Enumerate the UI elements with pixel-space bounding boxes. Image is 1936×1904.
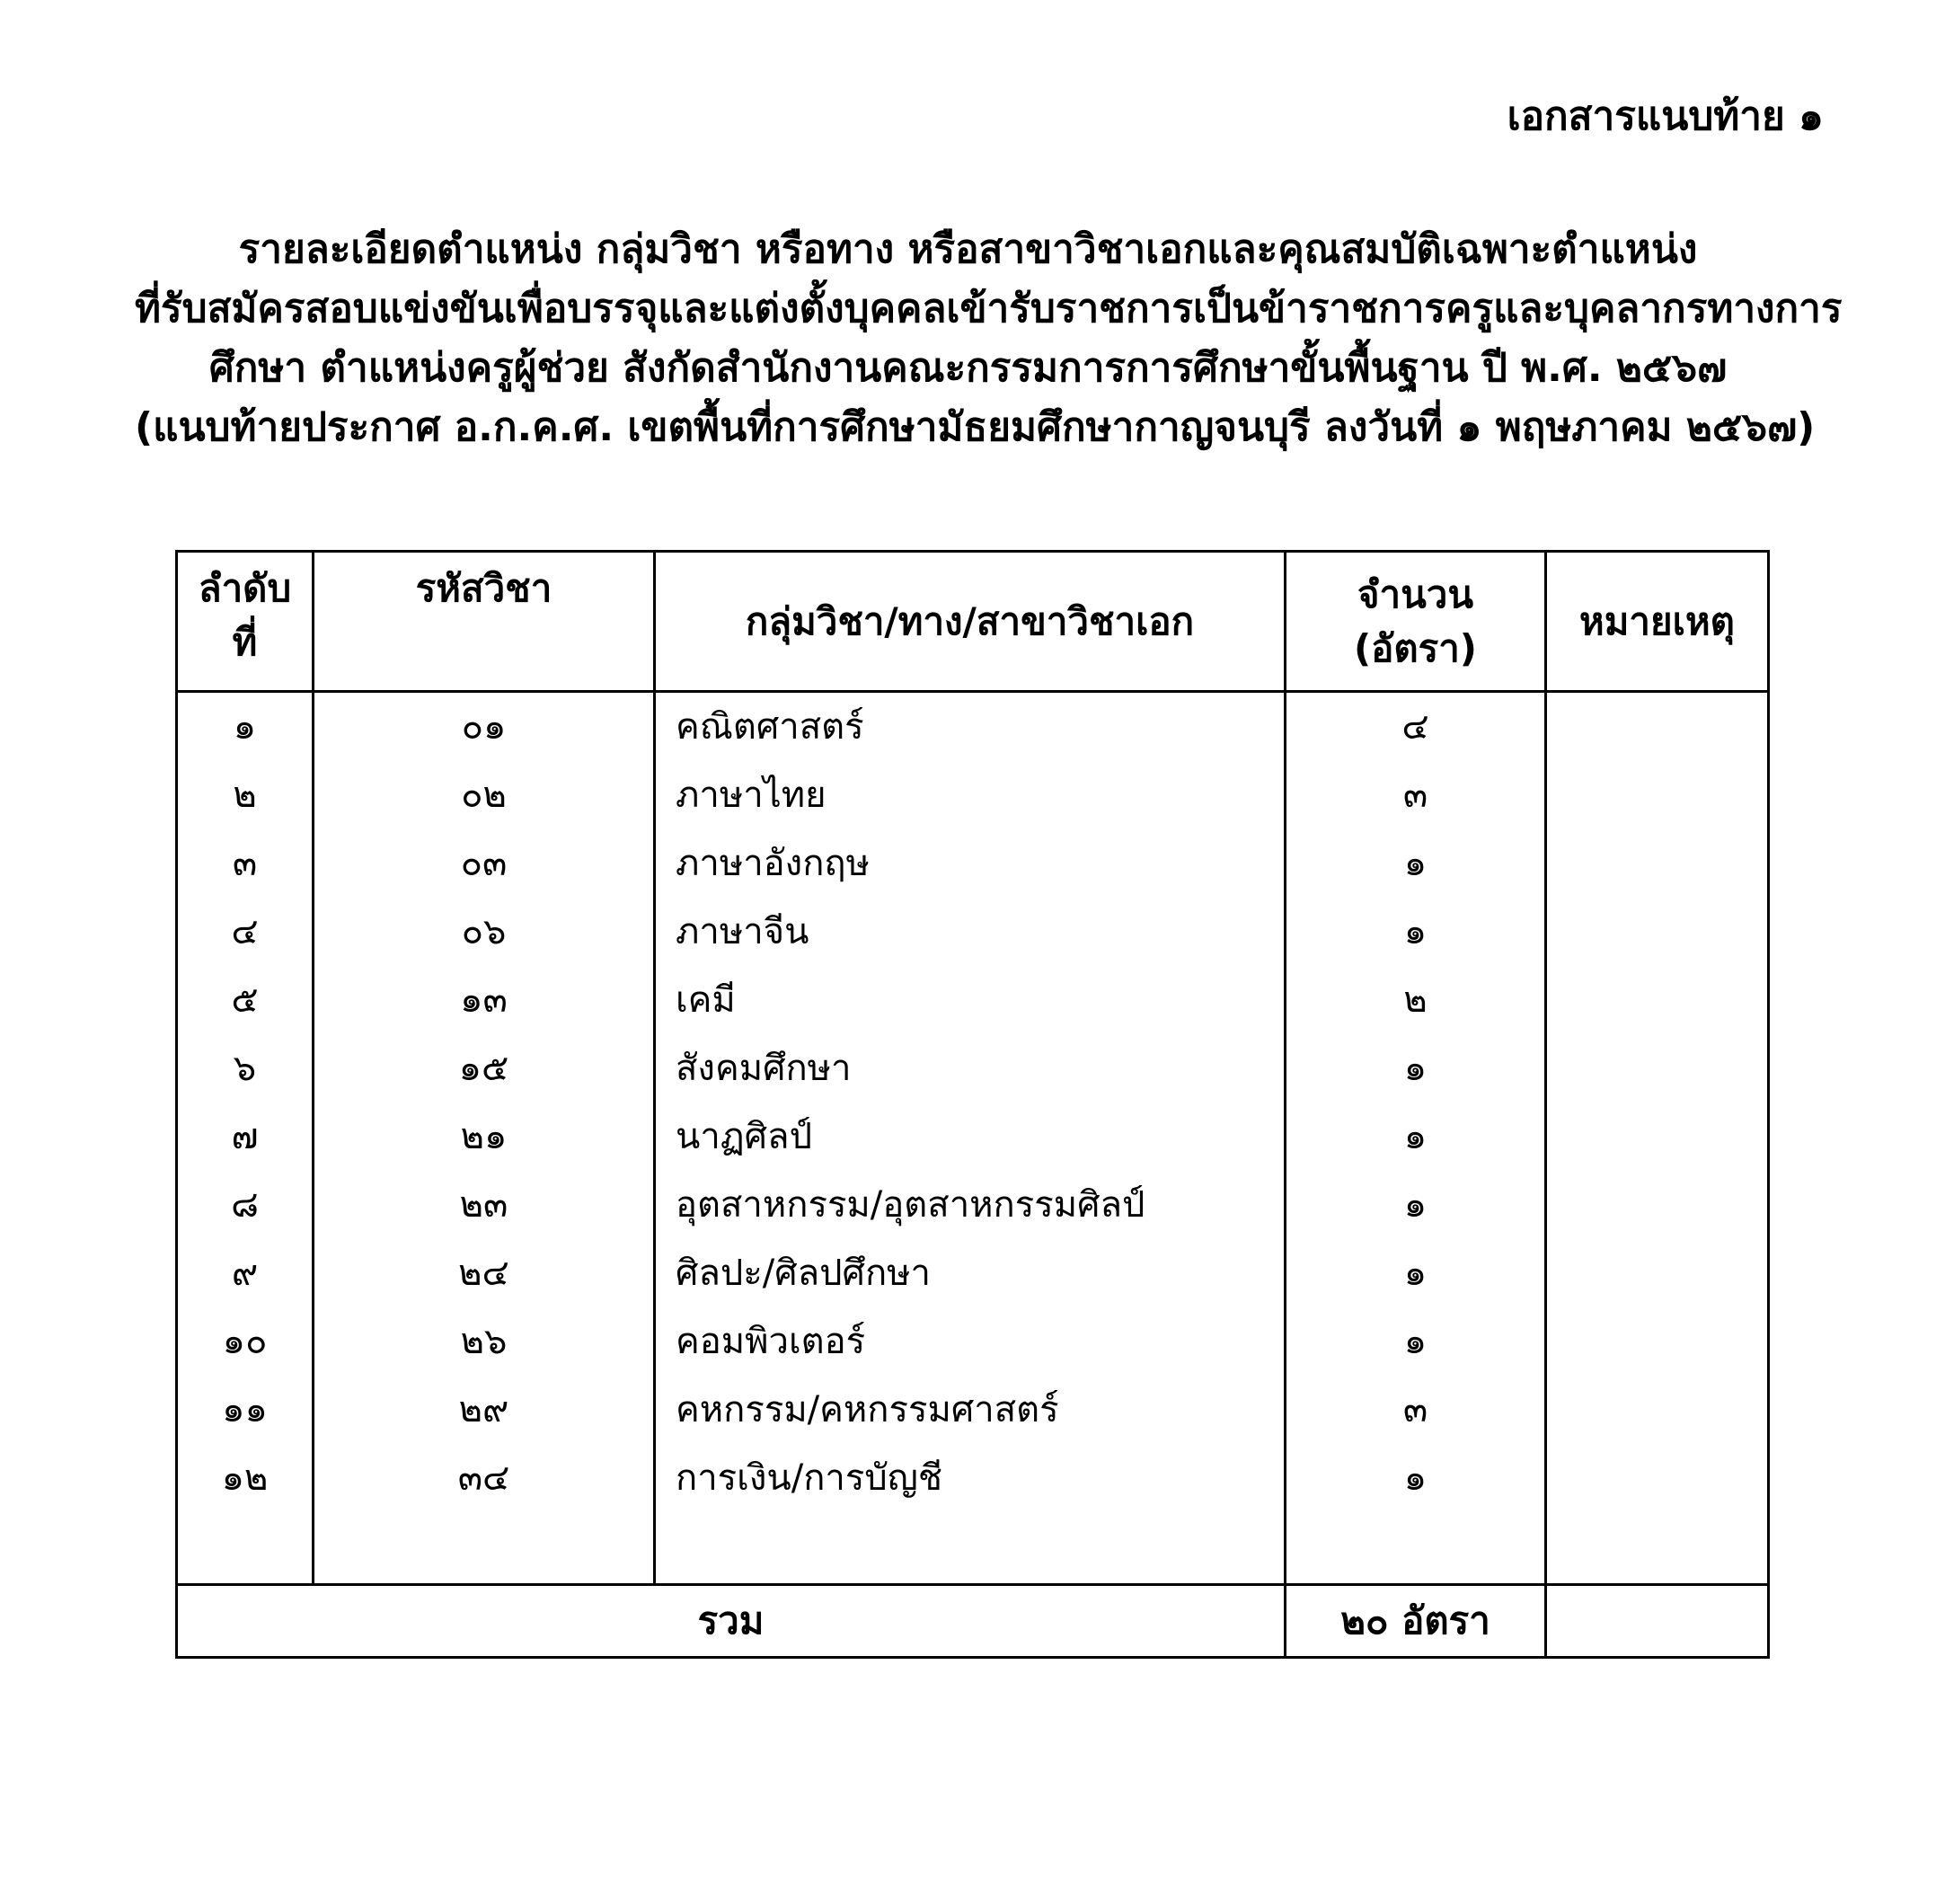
table-header-row: [177, 552, 1769, 692]
cell-code: ๐๒: [314, 761, 655, 829]
title-line-4: (แนบท้ายประกาศ อ.ก.ค.ศ. เขตพื้นที่การศึกษามัธยมศึกษากาญจนบุรี ลงวันที่ ๑ พฤษภาคม ๒๕๖๗): [135, 404, 1816, 450]
cell-order: ๑๐: [177, 1307, 314, 1376]
table-row: [177, 829, 1769, 898]
cell-order: ๓: [177, 829, 314, 898]
cell-remark: [1546, 1307, 1769, 1376]
spacer-cell: [1286, 1512, 1546, 1584]
title-line-3: ศึกษา ตำแหน่งครูผู้ช่วย สังกัดสำนักงานคณะกรรมการการศึกษาขั้นพื้นฐาน ปี พ.ศ. ๒๕๖๗: [208, 345, 1728, 391]
header-count: [1286, 552, 1546, 692]
cell-count: ๑: [1286, 898, 1546, 966]
cell-code: ๒๔: [314, 1239, 655, 1307]
header-code: [314, 552, 655, 692]
table-row: [177, 1171, 1769, 1239]
cell-count: ๑: [1286, 1307, 1546, 1376]
header-subject-label: กลุ่มวิชา/ทาง/สาขาวิชาเอก: [745, 598, 1195, 643]
cell-code: ๒๖: [314, 1307, 655, 1376]
table-body: [177, 692, 1769, 1585]
cell-count: ๓: [1286, 1376, 1546, 1444]
cell-order: ๑๑: [177, 1376, 314, 1444]
cell-order: ๖: [177, 1034, 314, 1103]
cell-count: ๑: [1286, 1239, 1546, 1307]
cell-count: ๑: [1286, 829, 1546, 898]
cell-remark: [1546, 1103, 1769, 1171]
table-row: [177, 1103, 1769, 1171]
table-row: [177, 761, 1769, 829]
cell-order: ๔: [177, 898, 314, 966]
table-row: [177, 1376, 1769, 1444]
cell-remark: [1546, 1171, 1769, 1239]
spacer-cell: [1546, 1512, 1769, 1584]
table-row: [177, 1034, 1769, 1103]
cell-code: ๒๓: [314, 1171, 655, 1239]
total-remark: [1546, 1584, 1769, 1657]
header-subject: [655, 552, 1286, 692]
cell-subject: เคมี: [655, 966, 1286, 1034]
header-order-line1: ลำดับ: [198, 566, 292, 610]
table-row: [177, 692, 1769, 762]
table-row: [177, 1307, 1769, 1376]
cell-subject: ภาษาไทย: [655, 761, 1286, 829]
header-code-label: รหัสวิชา: [415, 566, 553, 610]
spacer-cell: [655, 1512, 1286, 1584]
cell-count: ๑: [1286, 1444, 1546, 1512]
cell-subject: คหกรรม/คหกรรมศาสตร์: [655, 1376, 1286, 1444]
cell-subject: คอมพิวเตอร์: [655, 1307, 1286, 1376]
table-row: [177, 1444, 1769, 1512]
spacer-cell: [314, 1512, 655, 1584]
title-line-2: ที่รับสมัครสอบแข่งขันเพื่อบรรจุและแต่งตั้งบุคคลเข้ารับราชการเป็นข้าราชการครูและบุคลากรทางการ: [135, 286, 1843, 332]
cell-code: ๐๓: [314, 829, 655, 898]
table-total-row: [177, 1584, 1769, 1657]
cell-subject: คณิตศาสตร์: [655, 692, 1286, 762]
header-order-line2: ที่: [232, 620, 258, 664]
cell-code: ๐๑: [314, 692, 655, 762]
header-count-line2: (อัตรา): [1353, 625, 1478, 670]
cell-remark: [1546, 1444, 1769, 1512]
cell-code: ๑๕: [314, 1034, 655, 1103]
cell-remark: [1546, 1034, 1769, 1103]
cell-subject: การเงิน/การบัญชี: [655, 1444, 1286, 1512]
cell-remark: [1546, 898, 1769, 966]
cell-order: ๑: [177, 692, 314, 762]
header-remark-label: หมายเหตุ: [1579, 598, 1735, 643]
cell-code: ๑๓: [314, 966, 655, 1034]
cell-subject: ภาษาอังกฤษ: [655, 829, 1286, 898]
header-remark: [1546, 552, 1769, 692]
cell-subject: อุตสาหกรรม/อุตสาหกรรมศิลป์: [655, 1171, 1286, 1239]
total-value: ๒๐ อัตรา: [1286, 1584, 1546, 1657]
cell-order: ๗: [177, 1103, 314, 1171]
cell-code: ๒๑: [314, 1103, 655, 1171]
cell-remark: [1546, 692, 1769, 762]
cell-order: ๑๒: [177, 1444, 314, 1512]
cell-subject: นาฏศิลป์: [655, 1103, 1286, 1171]
spacer-cell: [177, 1512, 314, 1584]
table-row: [177, 898, 1769, 966]
cell-count: ๔: [1286, 692, 1546, 762]
cell-order: ๙: [177, 1239, 314, 1307]
table-spacer-row: [177, 1512, 1769, 1584]
attachment-label: เอกสารแนบท้าย ๑: [1507, 93, 1824, 139]
cell-count: ๓: [1286, 761, 1546, 829]
title-line-1: รายละเอียดตำแหน่ง กลุ่มวิชา หรือทาง หรือสาขาวิชาเอกและคุณสมบัติเฉพาะตำแหน่ง: [238, 226, 1698, 272]
cell-order: ๕: [177, 966, 314, 1034]
positions-table: [175, 550, 1770, 1659]
table-row: [177, 1239, 1769, 1307]
cell-code: ๐๖: [314, 898, 655, 966]
cell-remark: [1546, 1239, 1769, 1307]
cell-remark: [1546, 1376, 1769, 1444]
cell-order: ๘: [177, 1171, 314, 1239]
total-label: รวม: [177, 1584, 1286, 1657]
document-title: [135, 220, 1843, 457]
cell-subject: ภาษาจีน: [655, 898, 1286, 966]
cell-count: ๑: [1286, 1171, 1546, 1239]
cell-code: ๒๙: [314, 1376, 655, 1444]
cell-remark: [1546, 761, 1769, 829]
cell-order: ๒: [177, 761, 314, 829]
cell-remark: [1546, 966, 1769, 1034]
cell-count: ๑: [1286, 1034, 1546, 1103]
cell-subject: สังคมศึกษา: [655, 1034, 1286, 1103]
header-count-line1: จำนวน: [1357, 571, 1474, 616]
cell-remark: [1546, 829, 1769, 898]
cell-subject: ศิลปะ/ศิลปศึกษา: [655, 1239, 1286, 1307]
table-row: [177, 966, 1769, 1034]
cell-count: ๑: [1286, 1103, 1546, 1171]
cell-count: ๒: [1286, 966, 1546, 1034]
cell-code: ๓๔: [314, 1444, 655, 1512]
header-order: [177, 552, 314, 692]
